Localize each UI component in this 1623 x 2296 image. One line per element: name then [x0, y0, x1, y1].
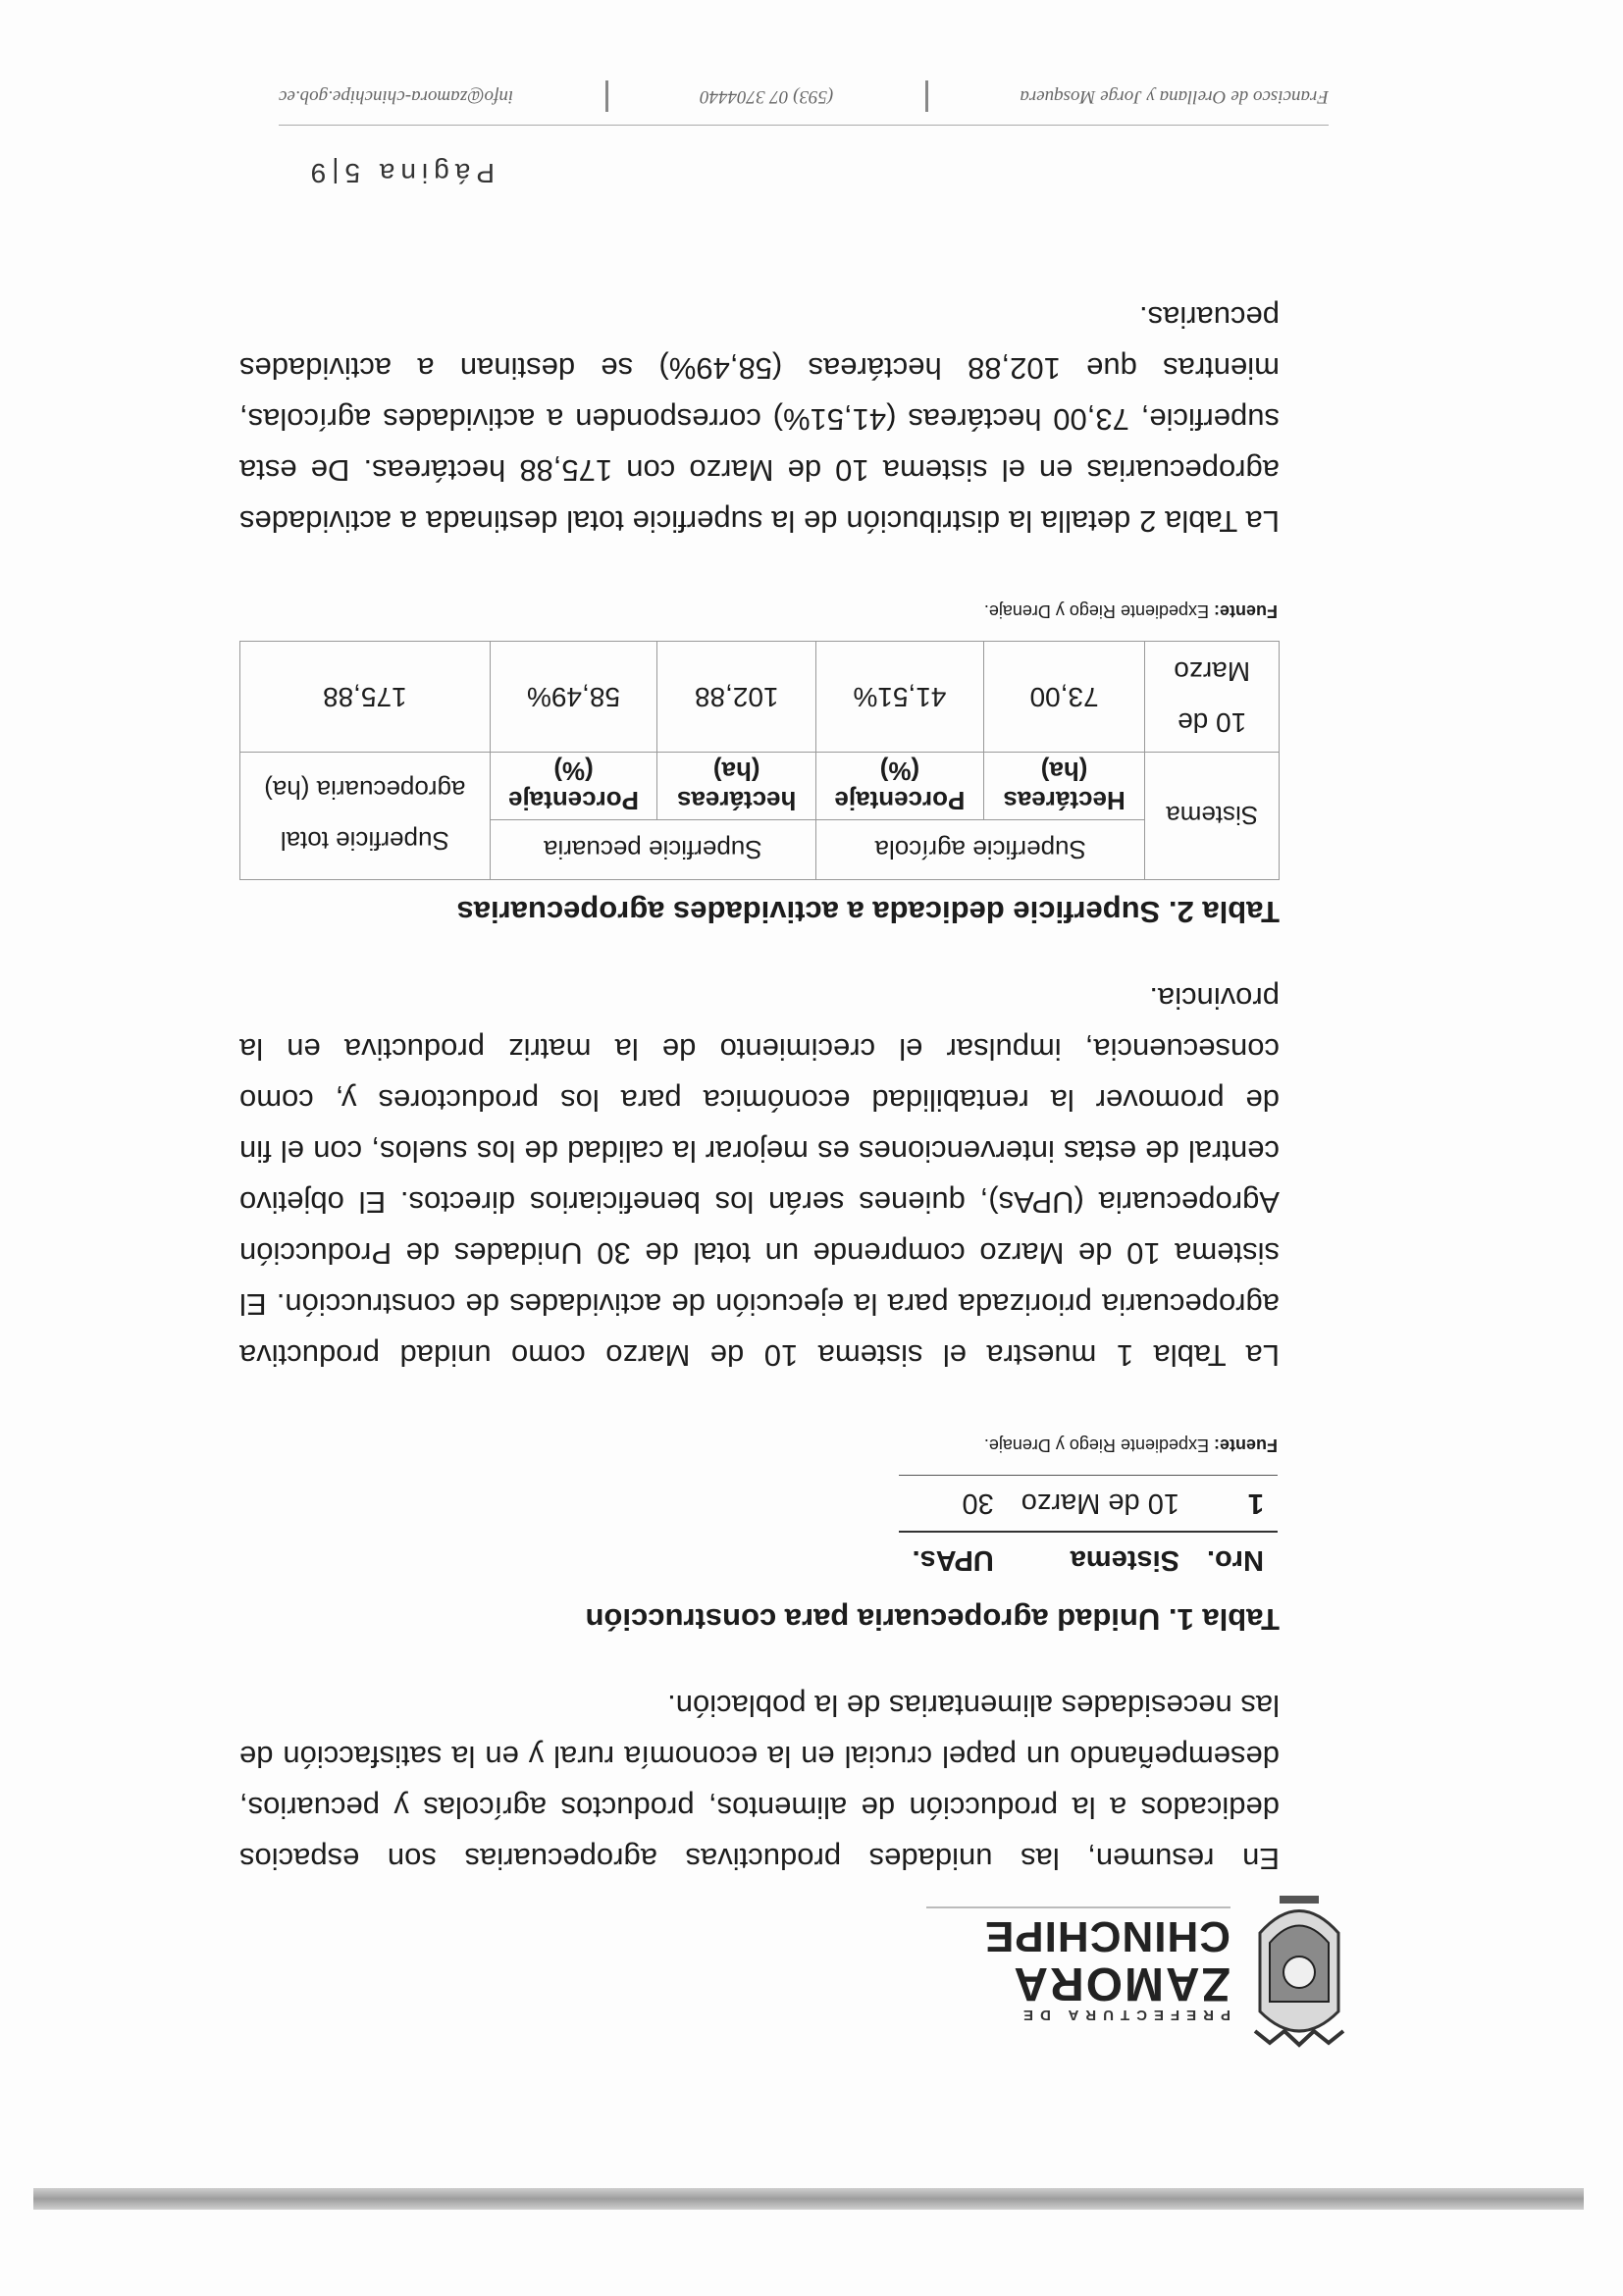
table1-source-label: Fuente:: [1214, 1435, 1278, 1455]
logo-small-text: PREFECTURA DE: [1017, 2007, 1230, 2023]
footer-email: info@zamora-chinchipe.gob.ec: [279, 86, 514, 107]
table2: [239, 641, 1280, 880]
table-row: [899, 1476, 1278, 1533]
paragraph-summary: En resumen, las unidades productivas agropecuarias son espacios dedicados a la producción de alimentos, productos agrícolas y pecuarios, desempeñando un papel crucial en la economía rural y en la satisfacción de las necesidades alimentarias de la población.: [239, 1689, 1280, 1876]
table2-caption: Tabla 2. Superficie dedicada a actividades agropecuarias: [456, 895, 1280, 929]
table1-header-sistema: Sistema: [1008, 1532, 1193, 1588]
table1-source-text: Expediente Riego y Drenaje.: [983, 1435, 1214, 1455]
main-content: [239, 291, 1280, 1884]
table1-header-nro: Nro.: [1193, 1532, 1278, 1588]
table2-header-hectareas: Hectáreas (ha): [983, 753, 1145, 820]
table2-source-label: Fuente:: [1214, 601, 1278, 621]
table1-source: [239, 1420, 1278, 1471]
footer: [279, 77, 1329, 116]
table2-header-sistema: Sistema: [1145, 753, 1280, 880]
footer-divider: [279, 125, 1329, 126]
table2-cell-agricola-pct: 41,51%: [816, 642, 984, 753]
logo-rule: [926, 1906, 1230, 1908]
table2-header-total: Superficie total agropecuaria (ha): [240, 753, 491, 880]
table1-caption: Tabla 1. Unidad agropecuaria para construcción: [585, 1602, 1280, 1637]
table2-header-porcentaje: Porcentaje (%): [816, 753, 984, 820]
logo-line2: CHINCHIPE: [983, 1912, 1230, 1960]
table1-cell-upas: 30: [899, 1476, 1008, 1533]
footer-phone: (593) 07 3704440: [700, 86, 834, 107]
table-row: [240, 642, 1280, 753]
header-band: [33, 2188, 1584, 2210]
table2-header-porcentaje-pecuaria: Porcentaje (%): [490, 753, 657, 820]
table2-cell-pecuaria-pct: 58,49%: [490, 642, 657, 753]
table2-cell-total: 175,88: [240, 642, 491, 753]
paragraph-table1-description: La Tabla 1 muestra el sistema 10 de Marzo como unidad productiva agropecuaria priorizada para la ejecución de actividades de construcción. El sistema 10 de Marzo comprende un total de 30 Unidades de Producción Agropecuaria (UPAs), quienes serán los beneficiarios directos. El objetivo central de estas intervenciones es mejorar la calidad de los suelos, con el fin de promover la rentabilidad económica para los productores y, como consecuencia, impulsar el crecimiento de la matriz productiva en la provincia.: [239, 981, 1280, 1373]
page-number: Página 5|9: [304, 158, 495, 188]
table2-header-hectareas-pecuaria: hectáreas (ha): [657, 753, 816, 820]
footer-separator: [605, 80, 608, 112]
table1-header-row: [899, 1532, 1278, 1588]
table2-header-row1: [240, 820, 1280, 880]
table2-cell-pecuaria-ha: 102,88: [657, 642, 816, 753]
table2-source: [239, 586, 1278, 637]
coat-of-arms-icon: [1240, 1884, 1358, 2051]
table2-header-pecuaria: Superficie pecuaria: [490, 820, 815, 880]
table1-header-upas: UPAs.: [899, 1532, 1008, 1588]
table1: [899, 1475, 1278, 1588]
table2-source-text: Expediente Riego y Drenaje.: [983, 601, 1214, 621]
paragraph-table2-description: La Tabla 2 detalla la distribución de la superficie total destinada a actividades agropecuarias en el sistema 10 de Marzo con 175,88 hectáreas. De esta superficie, 73,00 hectáreas (41,51%) corresponden a actividades agrícolas, mientras que 102,88 hectáreas (58,49%) se destinan a actividades pecuarias.: [239, 300, 1280, 539]
table1-cell-nro: 1: [1193, 1476, 1278, 1533]
footer-address: Francisco de Orellana y Jorge Mosquera: [1020, 86, 1329, 107]
table2-header-agricola: Superficie agrícola: [816, 820, 1145, 880]
logo-line1: ZAMORA: [1012, 1957, 1230, 2009]
table2-cell-sistema: 10 de Marzo: [1145, 642, 1280, 753]
table2-cell-agricola-ha: 73,00: [983, 642, 1145, 753]
footer-separator: [925, 80, 928, 112]
table1-cell-sistema: 10 de Marzo: [1008, 1476, 1193, 1533]
prefectura-logo: [887, 1874, 1358, 2051]
